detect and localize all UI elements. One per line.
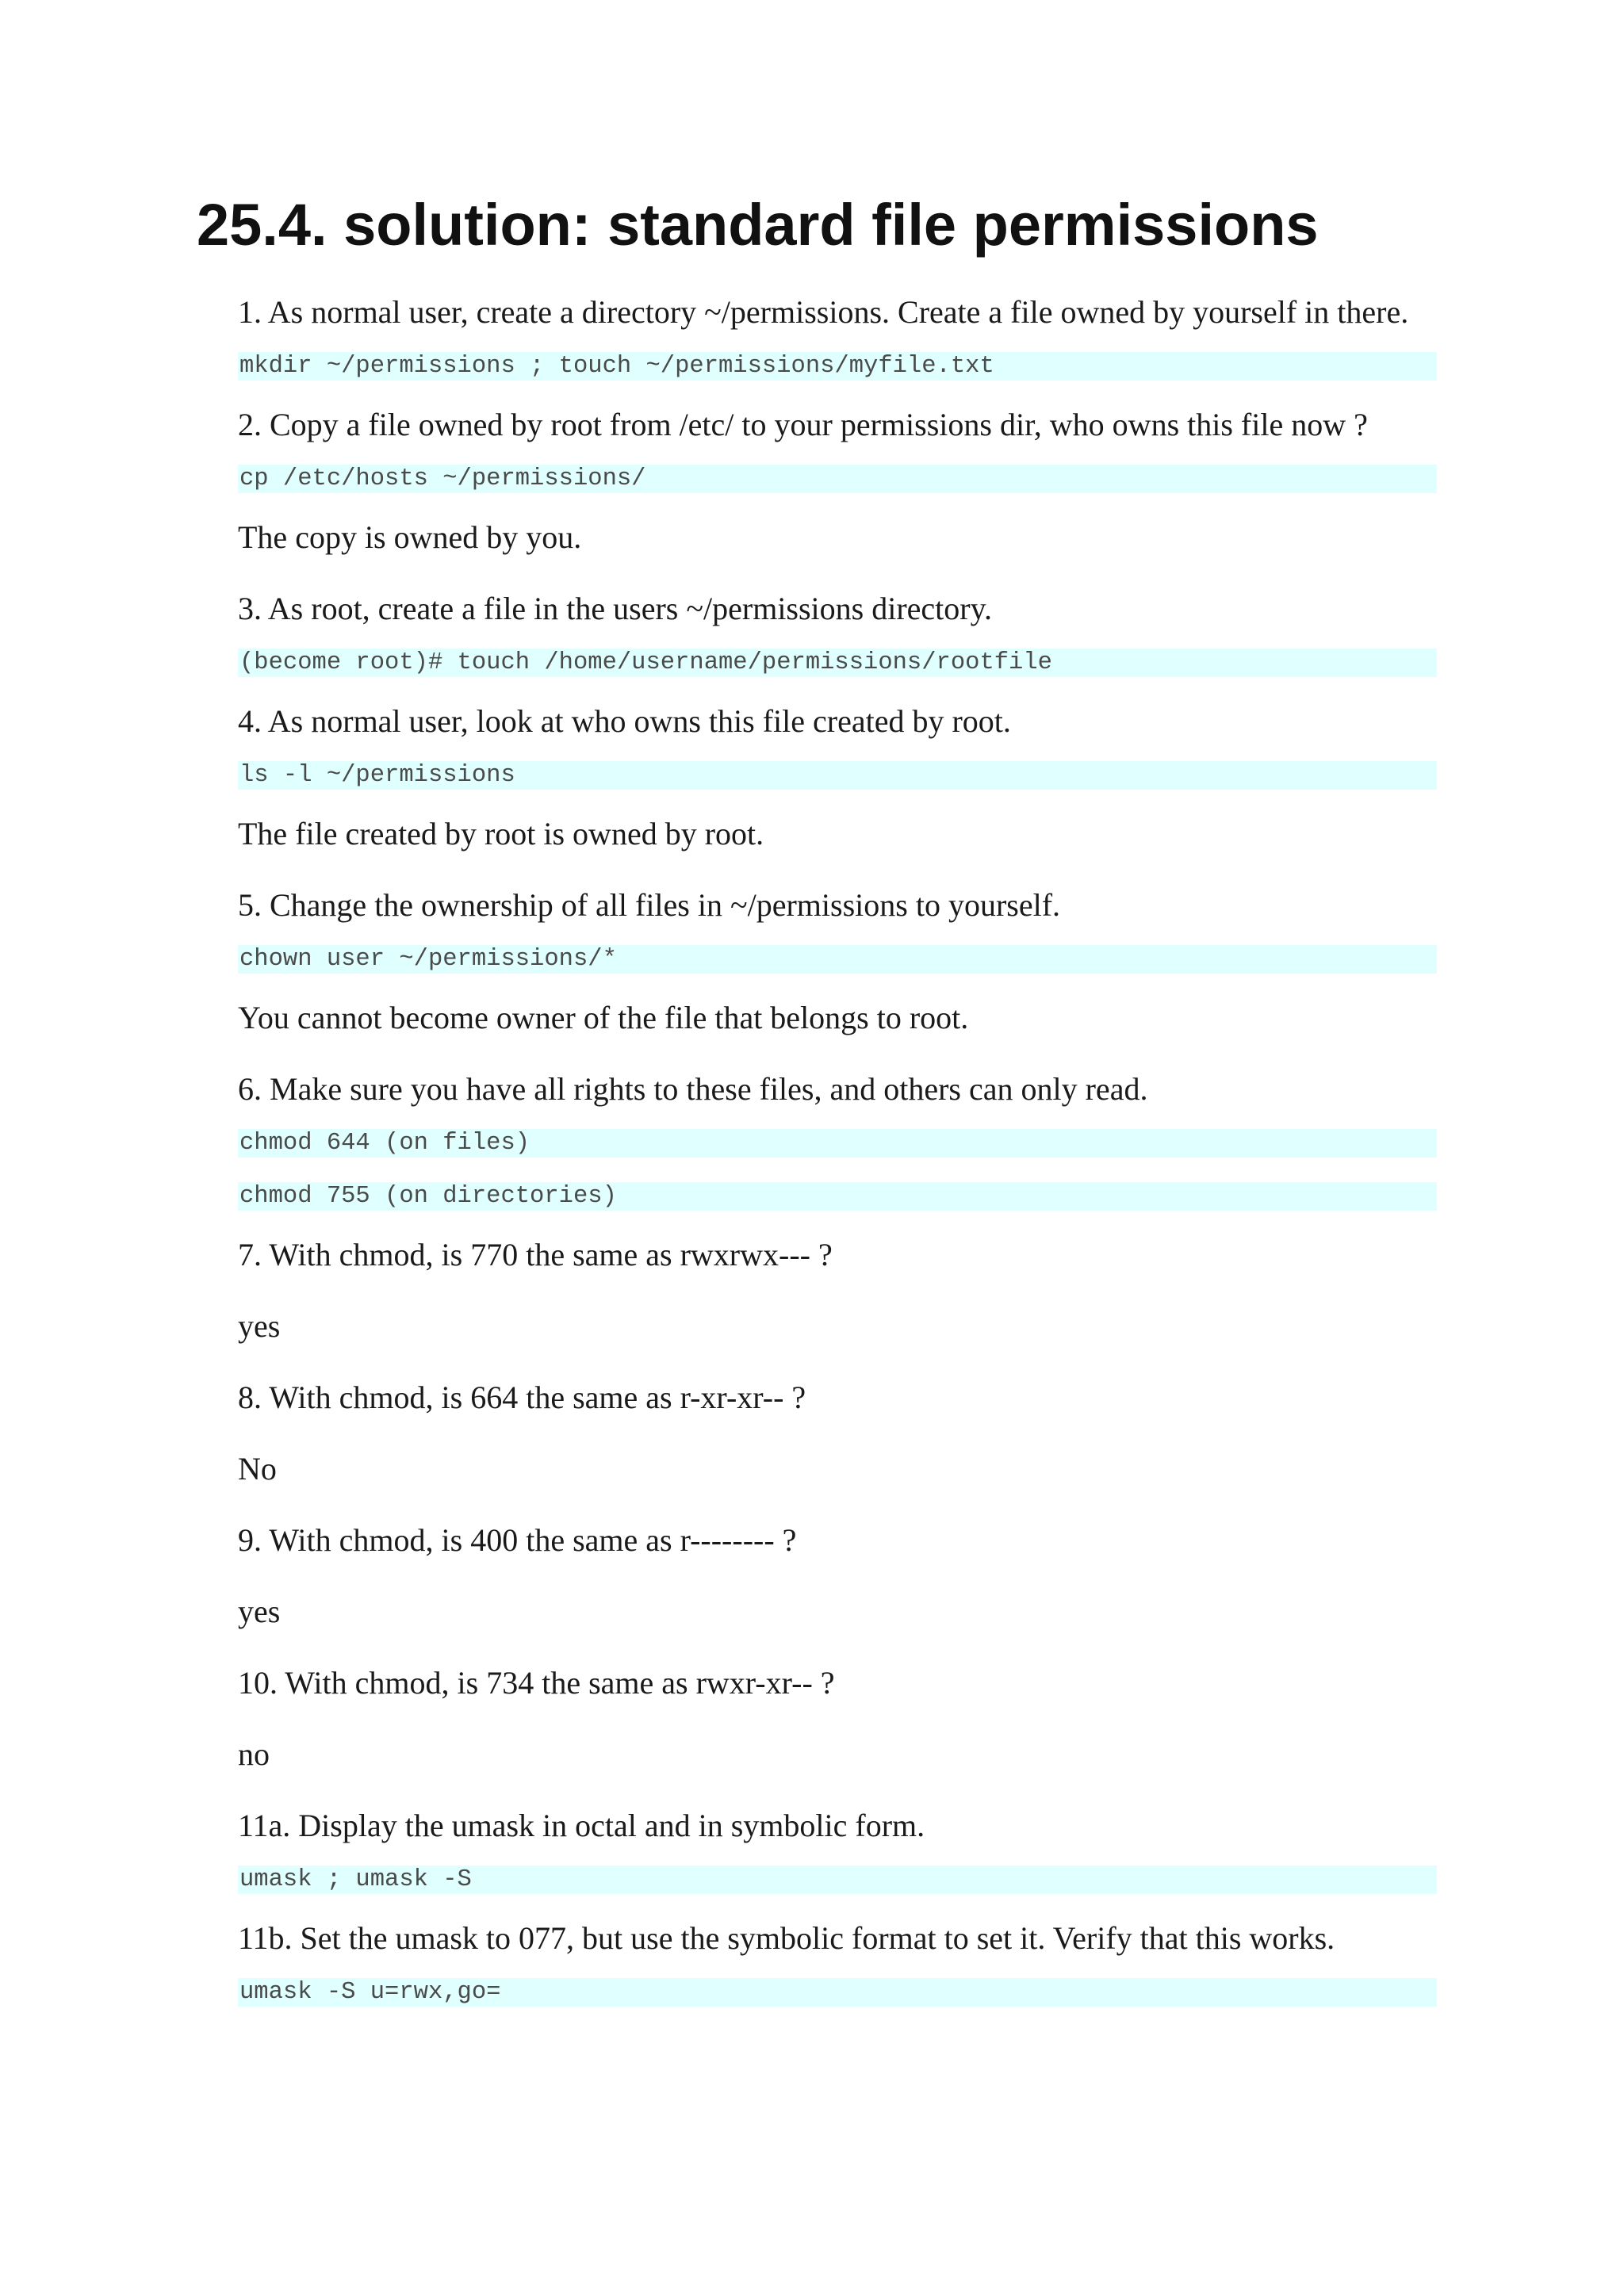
answer-10: no [238,1736,270,1772]
question-1: 1. As normal user, create a directory ~/permissions. Create a file owned by yourself in there. [238,294,1409,330]
code-block-1: mkdir ~/permissions ; touch ~/permissions/myfile.txt [238,352,1437,381]
answer-2: The copy is owned by you. [238,519,582,555]
code-block-6b: chmod 755 (on directories) [238,1182,1437,1211]
code-block-6a: chmod 644 (on files) [238,1129,1437,1158]
question-11a: 11a. Display the umask in octal and in symbolic form. [238,1808,925,1843]
code-block-3: (become root)# touch /home/username/permissions/rootfile [238,649,1437,677]
code-block-11b: umask -S u=rwx,go= [238,1978,1437,2007]
code-block-4: ls -l ~/permissions [238,761,1437,790]
question-4: 4. As normal user, look at who owns this file created by root. [238,703,1011,739]
question-2: 2. Copy a file owned by root from /etc/ to your permissions dir, who owns this file now ? [238,407,1368,442]
question-3: 3. As root, create a file in the users ~/permissions directory. [238,591,993,626]
answer-7: yes [238,1308,281,1344]
answer-4: The file created by root is owned by root. [238,816,764,851]
answer-9: yes [238,1594,281,1629]
question-5: 5. Change the ownership of all files in ~/permissions to yourself. [238,887,1061,923]
section-heading: 25.4. solution: standard file permissions [197,192,1319,258]
question-10: 10. With chmod, is 734 the same as rwxr-xr-- ? [238,1665,835,1701]
solution-list [238,287,1437,2007]
question-8: 8. With chmod, is 664 the same as r-xr-xr-- ? [238,1380,806,1415]
question-6: 6. Make sure you have all rights to these files, and others can only read. [238,1071,1148,1107]
question-7: 7. With chmod, is 770 the same as rwxrwx--- ? [238,1237,833,1272]
question-9: 9. With chmod, is 400 the same as r-------- ? [238,1522,797,1558]
answer-8: No [238,1451,277,1487]
code-block-5: chown user ~/permissions/* [238,945,1437,974]
code-block-11a: umask ; umask -S [238,1866,1437,1894]
question-11b: 11b. Set the umask to 077, but use the symbolic format to set it. Verify that this works. [238,1920,1335,1956]
answer-5: You cannot become owner of the file that belongs to root. [238,1000,969,1035]
code-block-2: cp /etc/hosts ~/permissions/ [238,465,1437,493]
